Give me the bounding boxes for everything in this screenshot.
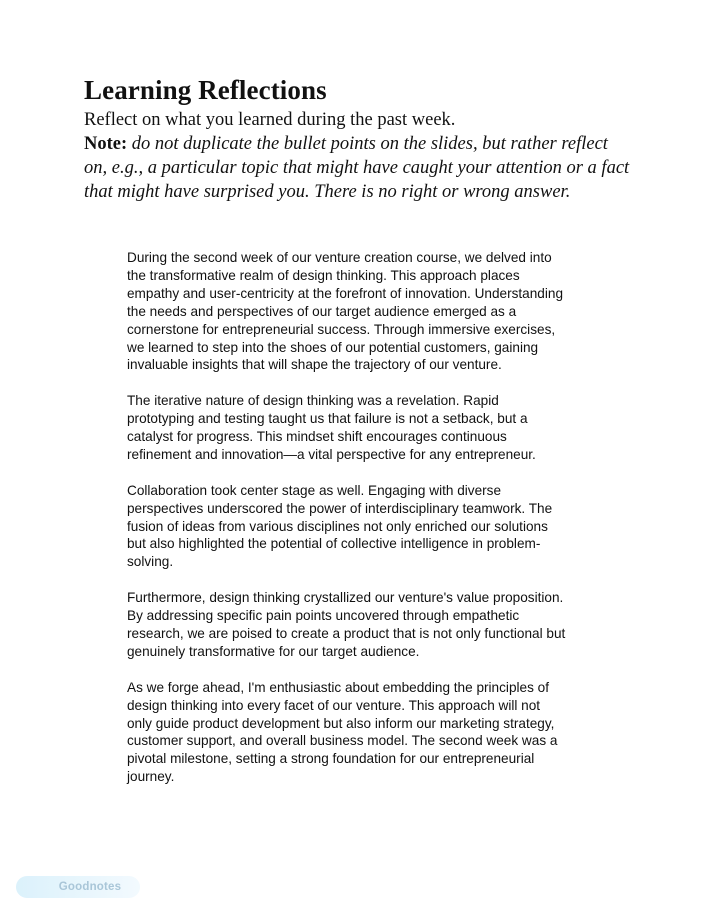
worksheet-header — [84, 72, 644, 204]
watermark-label: Goodnotes — [58, 881, 122, 893]
reflection-paragraph: During the second week of our venture creation course, we delved into the transformative realm of design thinking. This approach places empathy and user-centricity at the forefront of innovation. Understanding the needs and perspectives of our target audience emerged as a cornerstone for entrepreneurial success. Through immersive exercises, we learned to step into the shoes of our potential customers, gaining invaluable insights that will shape the trajectory of our venture. — [127, 250, 564, 373]
reflection-paragraph: The iterative nature of design thinking was a revelation. Rapid prototyping and testing taught us that failure is not a setback, but a catalyst for progress. This mindset shift encourages continuous refinement and innovation—a vital perspective for any entrepreneur. — [127, 393, 536, 462]
note-label: Note: — [84, 134, 128, 154]
reflection-paragraph: Furthermore, design thinking crystallized our venture's value proposition. By addressing specific pain points uncovered through empathetic research, we are poised to create a product that is not only functional but genuinely transformative for our target audience. — [127, 590, 566, 659]
page-subtitle: Reflect on what you learned during the past week. — [84, 110, 456, 130]
reflection-text — [127, 249, 567, 804]
instruction-note — [84, 132, 634, 204]
note-text: do not duplicate the bullet points on the slides, but rather reflect on, e.g., a particular topic that might have caught your attention or a fact that might have surprised you. There is no right or wrong answer. — [84, 134, 630, 202]
reflection-paragraph: Collaboration took center stage as well. Engaging with diverse perspectives underscored the power of interdisciplinary teamwork. The fusion of ideas from various disciplines not only enriched our solutions but also highlighted the potential of collective intelligence in problem-solving. — [127, 482, 553, 570]
goodnotes-watermark — [16, 876, 140, 898]
page-title: Learning Reflections — [84, 75, 327, 105]
reflection-paragraph: As we forge ahead, I'm enthusiastic about embedding the principles of design thinking into every facet of our venture. This approach will not only guide product development but also inform our marketing strategy, customer support, and overall business model. The second week was a pivotal milestone, setting a strong foundation for our entrepreneurial journey. — [127, 679, 558, 785]
